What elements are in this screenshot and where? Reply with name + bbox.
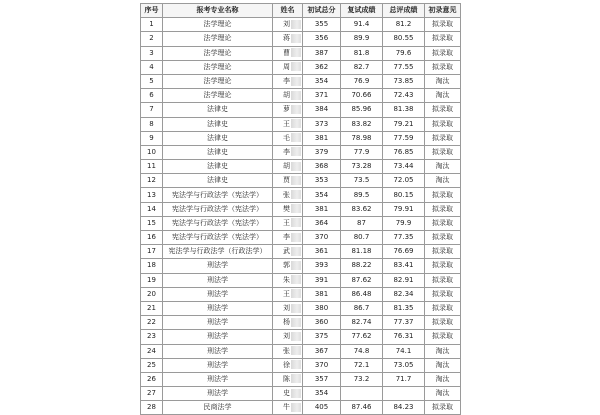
total-score-cell: 81.35 bbox=[383, 301, 425, 315]
admission-opinion-cell: 淘汰 bbox=[425, 358, 461, 372]
table-row bbox=[141, 89, 461, 103]
name-cell bbox=[273, 18, 303, 32]
name-redaction-blur bbox=[291, 218, 301, 227]
admission-opinion-cell: 淘汰 bbox=[425, 372, 461, 386]
retest-score-cell: 87.62 bbox=[341, 273, 383, 287]
name-redaction-blur bbox=[291, 162, 301, 171]
name-redaction-blur bbox=[291, 289, 301, 298]
retest-score-cell: 81.8 bbox=[341, 46, 383, 60]
table-row bbox=[141, 245, 461, 259]
retest-score-cell: 73.5 bbox=[341, 174, 383, 188]
table-header bbox=[141, 4, 461, 18]
initial-score-cell: 354 bbox=[303, 387, 341, 401]
total-score-cell: 73.05 bbox=[383, 358, 425, 372]
admission-opinion-cell: 拟录取 bbox=[425, 216, 461, 230]
name-cell bbox=[273, 372, 303, 386]
table-row bbox=[141, 301, 461, 315]
major-cell: 法学理论 bbox=[163, 46, 273, 60]
name-redaction-blur bbox=[291, 332, 301, 341]
table-row bbox=[141, 259, 461, 273]
row-index: 21 bbox=[141, 301, 163, 315]
initial-score-cell: 384 bbox=[303, 103, 341, 117]
row-index: 13 bbox=[141, 188, 163, 202]
retest-score-cell bbox=[341, 387, 383, 401]
name-cell bbox=[273, 174, 303, 188]
name-cell bbox=[273, 89, 303, 103]
header-row bbox=[141, 4, 461, 18]
retest-score-cell: 83.62 bbox=[341, 202, 383, 216]
row-index: 8 bbox=[141, 117, 163, 131]
initial-score-cell: 387 bbox=[303, 46, 341, 60]
row-index: 16 bbox=[141, 231, 163, 245]
name-cell bbox=[273, 316, 303, 330]
surname-text: 王 bbox=[283, 218, 290, 227]
admission-opinion-cell: 淘汰 bbox=[425, 174, 461, 188]
admission-opinion-cell: 拟录取 bbox=[425, 188, 461, 202]
header-name: 姓名 bbox=[273, 4, 303, 18]
name-cell bbox=[273, 188, 303, 202]
total-score-cell: 74.1 bbox=[383, 344, 425, 358]
total-score-cell: 79.91 bbox=[383, 202, 425, 216]
major-cell: 法律史 bbox=[163, 103, 273, 117]
surname-text: 张 bbox=[283, 346, 290, 355]
retest-score-cell: 86.7 bbox=[341, 301, 383, 315]
initial-score-cell: 361 bbox=[303, 245, 341, 259]
surname-text: 杨 bbox=[283, 318, 290, 327]
name-redaction-blur bbox=[291, 62, 301, 71]
admission-opinion-cell: 拟录取 bbox=[425, 131, 461, 145]
admission-opinion-cell: 拟录取 bbox=[425, 259, 461, 273]
surname-text: 樊 bbox=[283, 204, 290, 213]
admission-opinion-cell: 淘汰 bbox=[425, 387, 461, 401]
admission-opinion-cell: 淘汰 bbox=[425, 160, 461, 174]
table-row bbox=[141, 160, 461, 174]
surname-text: 朱 bbox=[283, 275, 290, 284]
admission-opinion-cell: 拟录取 bbox=[425, 231, 461, 245]
table-row bbox=[141, 74, 461, 88]
header-retest-score: 复试成绩 bbox=[341, 4, 383, 18]
name-cell bbox=[273, 301, 303, 315]
initial-score-cell: 355 bbox=[303, 18, 341, 32]
name-redaction-blur bbox=[291, 48, 301, 57]
total-score-cell: 79.21 bbox=[383, 117, 425, 131]
initial-score-cell: 356 bbox=[303, 32, 341, 46]
table-row bbox=[141, 231, 461, 245]
surname-text: 毛 bbox=[283, 133, 290, 142]
name-redaction-blur bbox=[291, 374, 301, 383]
header-index: 序号 bbox=[141, 4, 163, 18]
initial-score-cell: 362 bbox=[303, 60, 341, 74]
initial-score-cell: 371 bbox=[303, 89, 341, 103]
name-cell bbox=[273, 245, 303, 259]
surname-text: 张 bbox=[283, 190, 290, 199]
retest-score-cell: 83.82 bbox=[341, 117, 383, 131]
total-score-cell: 73.44 bbox=[383, 160, 425, 174]
major-cell: 法学理论 bbox=[163, 32, 273, 46]
initial-score-cell: 367 bbox=[303, 344, 341, 358]
initial-score-cell: 381 bbox=[303, 202, 341, 216]
row-index: 18 bbox=[141, 259, 163, 273]
surname-text: 徐 bbox=[283, 360, 290, 369]
retest-score-cell: 72.1 bbox=[341, 358, 383, 372]
name-cell bbox=[273, 273, 303, 287]
admission-opinion-cell: 拟录取 bbox=[425, 60, 461, 74]
table-row bbox=[141, 60, 461, 74]
major-cell: 宪法学与行政法学（宪法学） bbox=[163, 188, 273, 202]
admission-opinion-cell: 拟录取 bbox=[425, 46, 461, 60]
admission-opinion-cell: 拟录取 bbox=[425, 18, 461, 32]
initial-score-cell: 379 bbox=[303, 145, 341, 159]
row-index: 10 bbox=[141, 145, 163, 159]
admission-results-sheet bbox=[140, 3, 460, 412]
major-cell: 刑法学 bbox=[163, 330, 273, 344]
admission-opinion-cell: 淘汰 bbox=[425, 344, 461, 358]
surname-text: 史 bbox=[283, 389, 290, 398]
major-cell: 刑法学 bbox=[163, 387, 273, 401]
admission-opinion-cell: 拟录取 bbox=[425, 202, 461, 216]
initial-score-cell: 368 bbox=[303, 160, 341, 174]
table-row bbox=[141, 32, 461, 46]
table-row bbox=[141, 330, 461, 344]
name-cell bbox=[273, 344, 303, 358]
retest-score-cell: 86.48 bbox=[341, 287, 383, 301]
name-redaction-blur bbox=[291, 147, 301, 156]
major-cell: 法学理论 bbox=[163, 18, 273, 32]
table-body bbox=[141, 18, 461, 415]
surname-text: 牛 bbox=[283, 403, 290, 412]
initial-score-cell: 393 bbox=[303, 259, 341, 273]
major-cell: 刑法学 bbox=[163, 273, 273, 287]
retest-score-cell: 89.5 bbox=[341, 188, 383, 202]
admission-opinion-cell: 拟录取 bbox=[425, 273, 461, 287]
table-row bbox=[141, 273, 461, 287]
name-cell bbox=[273, 358, 303, 372]
surname-text: 王 bbox=[283, 119, 290, 128]
initial-score-cell: 370 bbox=[303, 231, 341, 245]
name-redaction-blur bbox=[291, 318, 301, 327]
name-redaction-blur bbox=[291, 34, 301, 43]
major-cell: 刑法学 bbox=[163, 301, 273, 315]
initial-score-cell: 375 bbox=[303, 330, 341, 344]
name-cell bbox=[273, 387, 303, 401]
retest-score-cell: 91.4 bbox=[341, 18, 383, 32]
major-cell: 刑法学 bbox=[163, 344, 273, 358]
total-score-cell: 82.34 bbox=[383, 287, 425, 301]
major-cell: 法学理论 bbox=[163, 60, 273, 74]
surname-text: 蒋 bbox=[283, 34, 290, 43]
surname-text: 李 bbox=[283, 233, 290, 242]
major-cell: 宪法学与行政法学（宪法学） bbox=[163, 231, 273, 245]
table-row bbox=[141, 358, 461, 372]
row-index: 9 bbox=[141, 131, 163, 145]
retest-score-cell: 89.9 bbox=[341, 32, 383, 46]
table-row bbox=[141, 46, 461, 60]
initial-score-cell: 381 bbox=[303, 131, 341, 145]
name-cell bbox=[273, 401, 303, 415]
row-index: 7 bbox=[141, 103, 163, 117]
row-index: 14 bbox=[141, 202, 163, 216]
name-redaction-blur bbox=[291, 360, 301, 369]
surname-text: 李 bbox=[283, 147, 290, 156]
retest-score-cell: 78.98 bbox=[341, 131, 383, 145]
major-cell: 宪法学与行政法学（行政法学） bbox=[163, 245, 273, 259]
name-cell bbox=[273, 259, 303, 273]
total-score-cell: 72.43 bbox=[383, 89, 425, 103]
name-cell bbox=[273, 216, 303, 230]
name-cell bbox=[273, 74, 303, 88]
major-cell: 宪法学与行政法学（宪法学） bbox=[163, 216, 273, 230]
table-row bbox=[141, 103, 461, 117]
row-index: 3 bbox=[141, 46, 163, 60]
surname-text: 胡 bbox=[283, 91, 290, 100]
major-cell: 法学理论 bbox=[163, 89, 273, 103]
name-cell bbox=[273, 145, 303, 159]
retest-score-cell: 87 bbox=[341, 216, 383, 230]
major-cell: 刑法学 bbox=[163, 259, 273, 273]
header-initial-score: 初试总分 bbox=[303, 4, 341, 18]
retest-score-cell: 82.74 bbox=[341, 316, 383, 330]
surname-text: 周 bbox=[283, 62, 290, 71]
major-cell: 法律史 bbox=[163, 174, 273, 188]
total-score-cell bbox=[383, 387, 425, 401]
name-redaction-blur bbox=[291, 275, 301, 284]
table-row bbox=[141, 287, 461, 301]
table-row bbox=[141, 387, 461, 401]
name-redaction-blur bbox=[291, 204, 301, 213]
initial-score-cell: 360 bbox=[303, 316, 341, 330]
name-redaction-blur bbox=[291, 190, 301, 199]
total-score-cell: 79.9 bbox=[383, 216, 425, 230]
name-cell bbox=[273, 103, 303, 117]
row-index: 27 bbox=[141, 387, 163, 401]
major-cell: 刑法学 bbox=[163, 287, 273, 301]
header-admission-opinion: 初录意见 bbox=[425, 4, 461, 18]
table-row bbox=[141, 316, 461, 330]
initial-score-cell: 373 bbox=[303, 117, 341, 131]
total-score-cell: 77.59 bbox=[383, 131, 425, 145]
total-score-cell: 77.55 bbox=[383, 60, 425, 74]
admission-opinion-cell: 拟录取 bbox=[425, 287, 461, 301]
admission-opinion-cell: 拟录取 bbox=[425, 145, 461, 159]
initial-score-cell: 357 bbox=[303, 372, 341, 386]
table-row bbox=[141, 202, 461, 216]
surname-text: 王 bbox=[283, 289, 290, 298]
row-index: 26 bbox=[141, 372, 163, 386]
retest-score-cell: 81.18 bbox=[341, 245, 383, 259]
initial-score-cell: 353 bbox=[303, 174, 341, 188]
retest-score-cell: 77.62 bbox=[341, 330, 383, 344]
admission-opinion-cell: 拟录取 bbox=[425, 316, 461, 330]
total-score-cell: 84.23 bbox=[383, 401, 425, 415]
table-row bbox=[141, 216, 461, 230]
major-cell: 法律史 bbox=[163, 160, 273, 174]
major-cell: 刑法学 bbox=[163, 372, 273, 386]
row-index: 11 bbox=[141, 160, 163, 174]
row-index: 6 bbox=[141, 89, 163, 103]
row-index: 28 bbox=[141, 401, 163, 415]
surname-text: 萝 bbox=[283, 105, 290, 114]
total-score-cell: 77.35 bbox=[383, 231, 425, 245]
major-cell: 法学理论 bbox=[163, 74, 273, 88]
name-redaction-blur bbox=[291, 119, 301, 128]
name-redaction-blur bbox=[291, 346, 301, 355]
header-total-score: 总评成绩 bbox=[383, 4, 425, 18]
total-score-cell: 71.7 bbox=[383, 372, 425, 386]
admission-opinion-cell: 拟录取 bbox=[425, 117, 461, 131]
retest-score-cell: 77.9 bbox=[341, 145, 383, 159]
total-score-cell: 81.38 bbox=[383, 103, 425, 117]
retest-score-cell: 82.7 bbox=[341, 60, 383, 74]
retest-score-cell: 73.28 bbox=[341, 160, 383, 174]
table-row bbox=[141, 117, 461, 131]
name-cell bbox=[273, 60, 303, 74]
surname-text: 李 bbox=[283, 77, 290, 86]
surname-text: 陈 bbox=[283, 374, 290, 383]
name-redaction-blur bbox=[291, 389, 301, 398]
retest-score-cell: 80.7 bbox=[341, 231, 383, 245]
initial-score-cell: 364 bbox=[303, 216, 341, 230]
name-redaction-blur bbox=[291, 133, 301, 142]
admission-opinion-cell: 淘汰 bbox=[425, 89, 461, 103]
initial-score-cell: 381 bbox=[303, 287, 341, 301]
row-index: 4 bbox=[141, 60, 163, 74]
retest-score-cell: 76.9 bbox=[341, 74, 383, 88]
row-index: 25 bbox=[141, 358, 163, 372]
surname-text: 贾 bbox=[283, 176, 290, 185]
name-cell bbox=[273, 202, 303, 216]
total-score-cell: 76.85 bbox=[383, 145, 425, 159]
admission-opinion-cell: 拟录取 bbox=[425, 32, 461, 46]
name-cell bbox=[273, 117, 303, 131]
surname-text: 胡 bbox=[283, 162, 290, 171]
table-row bbox=[141, 145, 461, 159]
row-index: 1 bbox=[141, 18, 163, 32]
name-cell bbox=[273, 330, 303, 344]
name-redaction-blur bbox=[291, 105, 301, 114]
row-index: 22 bbox=[141, 316, 163, 330]
surname-text: 刘 bbox=[283, 304, 290, 313]
row-index: 19 bbox=[141, 273, 163, 287]
name-redaction-blur bbox=[291, 20, 301, 29]
name-cell bbox=[273, 287, 303, 301]
total-score-cell: 82.91 bbox=[383, 273, 425, 287]
name-redaction-blur bbox=[291, 176, 301, 185]
total-score-cell: 81.2 bbox=[383, 18, 425, 32]
total-score-cell: 76.69 bbox=[383, 245, 425, 259]
name-cell bbox=[273, 32, 303, 46]
initial-score-cell: 380 bbox=[303, 301, 341, 315]
surname-text: 曹 bbox=[283, 48, 290, 57]
total-score-cell: 79.6 bbox=[383, 46, 425, 60]
major-cell: 民商法学 bbox=[163, 401, 273, 415]
table-row bbox=[141, 174, 461, 188]
name-cell bbox=[273, 46, 303, 60]
table-row bbox=[141, 131, 461, 145]
name-redaction-blur bbox=[291, 403, 301, 412]
retest-score-cell: 88.22 bbox=[341, 259, 383, 273]
admission-opinion-cell: 淘汰 bbox=[425, 74, 461, 88]
name-cell bbox=[273, 131, 303, 145]
table-row bbox=[141, 372, 461, 386]
name-redaction-blur bbox=[291, 233, 301, 242]
major-cell: 法律史 bbox=[163, 117, 273, 131]
row-index: 20 bbox=[141, 287, 163, 301]
retest-score-cell: 73.2 bbox=[341, 372, 383, 386]
surname-text: 郭 bbox=[283, 261, 290, 270]
major-cell: 刑法学 bbox=[163, 358, 273, 372]
total-score-cell: 80.15 bbox=[383, 188, 425, 202]
total-score-cell: 72.05 bbox=[383, 174, 425, 188]
table-row bbox=[141, 18, 461, 32]
initial-score-cell: 370 bbox=[303, 358, 341, 372]
name-redaction-blur bbox=[291, 304, 301, 313]
retest-score-cell: 74.8 bbox=[341, 344, 383, 358]
initial-score-cell: 405 bbox=[303, 401, 341, 415]
table-row bbox=[141, 344, 461, 358]
surname-text: 武 bbox=[283, 247, 290, 256]
retest-score-cell: 85.96 bbox=[341, 103, 383, 117]
major-cell: 法律史 bbox=[163, 131, 273, 145]
total-score-cell: 77.37 bbox=[383, 316, 425, 330]
name-redaction-blur bbox=[291, 261, 301, 270]
retest-score-cell: 70.66 bbox=[341, 89, 383, 103]
surname-text: 刘 bbox=[283, 20, 290, 29]
admission-opinion-cell: 拟录取 bbox=[425, 401, 461, 415]
admission-opinion-cell: 拟录取 bbox=[425, 330, 461, 344]
row-index: 17 bbox=[141, 245, 163, 259]
total-score-cell: 80.55 bbox=[383, 32, 425, 46]
row-index: 2 bbox=[141, 32, 163, 46]
name-cell bbox=[273, 160, 303, 174]
total-score-cell: 76.31 bbox=[383, 330, 425, 344]
header-major: 报考专业名称 bbox=[163, 4, 273, 18]
initial-score-cell: 354 bbox=[303, 74, 341, 88]
initial-score-cell: 391 bbox=[303, 273, 341, 287]
total-score-cell: 83.41 bbox=[383, 259, 425, 273]
name-redaction-blur bbox=[291, 77, 301, 86]
row-index: 23 bbox=[141, 330, 163, 344]
name-redaction-blur bbox=[291, 247, 301, 256]
major-cell: 法律史 bbox=[163, 145, 273, 159]
row-index: 5 bbox=[141, 74, 163, 88]
admission-opinion-cell: 拟录取 bbox=[425, 245, 461, 259]
row-index: 15 bbox=[141, 216, 163, 230]
name-cell bbox=[273, 231, 303, 245]
table-row bbox=[141, 188, 461, 202]
name-redaction-blur bbox=[291, 91, 301, 100]
major-cell: 刑法学 bbox=[163, 316, 273, 330]
admission-opinion-cell: 拟录取 bbox=[425, 103, 461, 117]
row-index: 24 bbox=[141, 344, 163, 358]
row-index: 12 bbox=[141, 174, 163, 188]
admission-results-table bbox=[140, 3, 461, 415]
surname-text: 刘 bbox=[283, 332, 290, 341]
table-row bbox=[141, 401, 461, 415]
major-cell: 宪法学与行政法学（宪法学） bbox=[163, 202, 273, 216]
total-score-cell: 73.85 bbox=[383, 74, 425, 88]
initial-score-cell: 354 bbox=[303, 188, 341, 202]
admission-opinion-cell: 拟录取 bbox=[425, 301, 461, 315]
retest-score-cell: 87.46 bbox=[341, 401, 383, 415]
